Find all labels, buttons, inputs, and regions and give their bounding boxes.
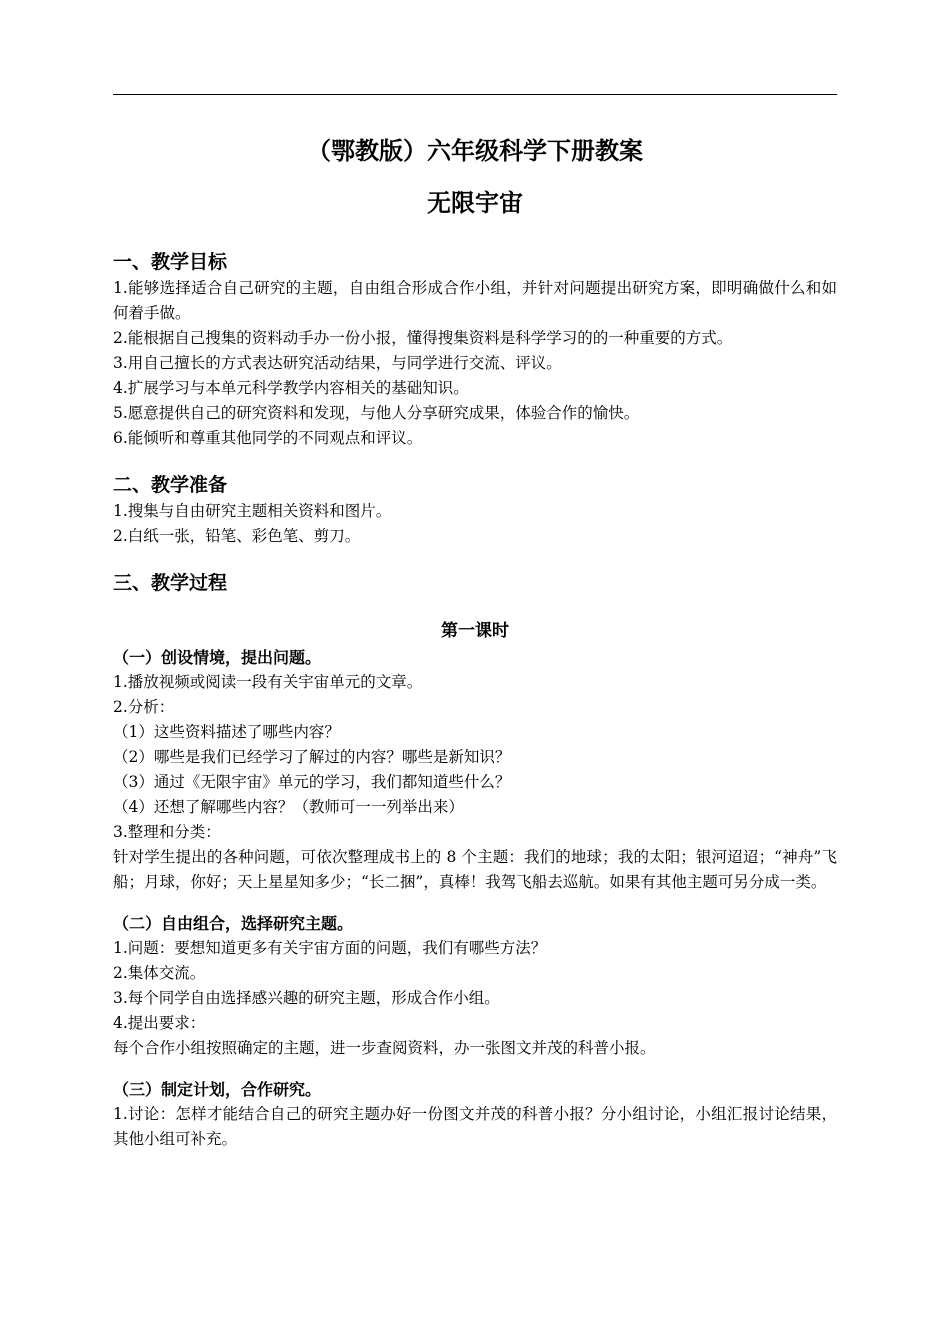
- document-title: （鄂教版）六年级科学下册教案: [307, 137, 643, 165]
- section-heading-process: 三、教学过程: [113, 572, 228, 594]
- preparation-item: 2.白纸一张，铅笔、彩色笔、剪刀。: [113, 527, 361, 545]
- section-heading-preparation: 二、教学准备: [113, 474, 228, 496]
- part-line: 针对学生提出的各种问题，可依次整理成书上的 8 个主题：我们的地球；我的太阳；银河迢迢；“神舟”飞船；月球，你好；天上星星知多少；“长二捆”，真棒！我驾飞船去巡航。如果有其他主题可另分成一类。: [113, 848, 837, 891]
- part-line: （1）这些资料描述了哪些内容？: [113, 723, 340, 741]
- lesson-title: 第一课时: [441, 621, 509, 641]
- part-line: 3.每个同学自由选择感兴趣的研究主题，形成合作小组。: [113, 989, 500, 1007]
- header-rule: [113, 94, 837, 95]
- part-line: 1.讨论：怎样才能结合自己的研究主题办好一份图文并茂的科普小报？分小组讨论，小组汇报讨论结果，其他小组可补充。: [113, 1105, 837, 1148]
- objective-item: 5.愿意提供自己的研究资料和发现，与他人分享研究成果，体验合作的愉快。: [113, 404, 640, 422]
- part-line: （2）哪些是我们已经学习了解过的内容？哪些是新知识？: [113, 748, 511, 766]
- part-line: （4）还想了解哪些内容？（教师可一一列举出来）: [113, 798, 464, 816]
- objective-item: 3.用自己擅长的方式表达研究活动结果，与同学进行交流、评议。: [113, 354, 562, 372]
- part-line: 3.整理和分类：: [113, 823, 221, 841]
- part-heading: （一）创设情境，提出问题。: [113, 648, 322, 667]
- objective-item: 6.能倾听和尊重其他同学的不同观点和评议。: [113, 429, 423, 447]
- part-heading: （三）制定计划，合作研究。: [113, 1080, 322, 1099]
- part-heading: （二）自由组合，选择研究主题。: [113, 914, 354, 933]
- part-line: 1.播放视频或阅读一段有关宇宙单元的文章。: [113, 673, 423, 691]
- objective-item: 1.能够选择适合自己研究的主题，自由组合形成合作小组，并针对问题提出研究方案，即明确做什么和如何着手做。: [113, 279, 837, 322]
- section-heading-objectives: 一、教学目标: [113, 251, 228, 273]
- part-line: 2.集体交流。: [113, 964, 206, 982]
- part-line: （3）通过《无限宇宙》单元的学习，我们都知道些什么？: [113, 773, 511, 791]
- preparation-item: 1.搜集与自由研究主题相关资料和图片。: [113, 502, 392, 520]
- objective-item: 4.扩展学习与本单元科学教学内容相关的基础知识。: [113, 379, 469, 397]
- document-body: [113, 248, 837, 1152]
- objective-item: 2.能根据自己搜集的资料动手办一份小报，懂得搜集资料是科学学习的的一种重要的方式。: [113, 329, 733, 347]
- part-line: 每个合作小组按照确定的主题，进一步查阅资料，办一张图文并茂的科普小报。: [113, 1039, 656, 1057]
- document-subtitle: 无限宇宙: [427, 189, 523, 217]
- part-line: 1.问题：要想知道更多有关宇宙方面的问题，我们有哪些方法？: [113, 939, 547, 957]
- part-line: 2.分析：: [113, 698, 175, 716]
- part-line: 4.提出要求：: [113, 1014, 206, 1032]
